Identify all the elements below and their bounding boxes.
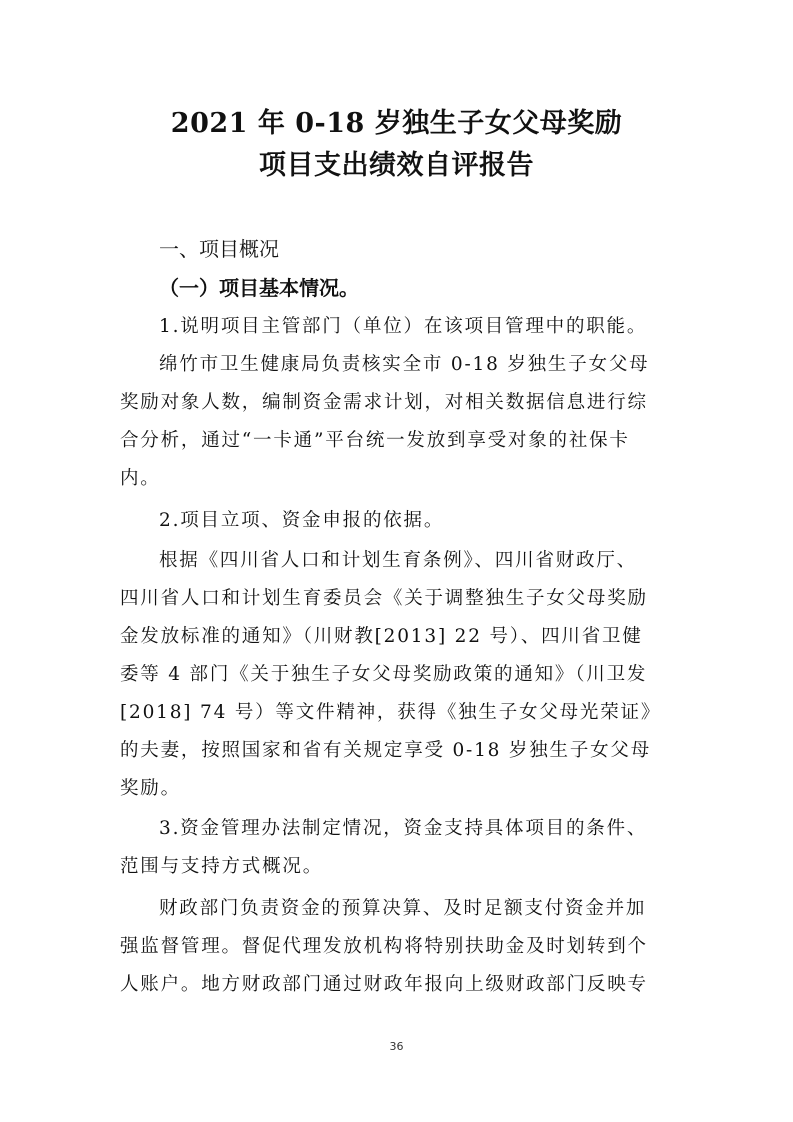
paragraph-line: 金发放标准的通知》（川财教[2013] 22 号）、四川省卫健 — [120, 626, 643, 647]
paragraph-line: 四川省人口和计划生育委员会《关于调整独生子女父母奖励 — [120, 588, 648, 609]
paragraph-line: 强监督管理。督促代理发放机构将特别扶助金及时划转到个 — [120, 936, 648, 957]
paragraph-line: 1.说明项目主管部门（单位）在该项目管理中的职能。 — [159, 316, 648, 337]
paragraph-line: 范围与支持方式概况。 — [120, 856, 324, 877]
paragraph-line: [2018] 74 号）等文件精神，获得《独生子女父母光荣证》 — [120, 702, 662, 723]
document-title-line-2: 项目支出绩效自评报告 — [259, 150, 534, 181]
paragraph-line: 的夫妻，按照国家和省有关规定享受 0-18 岁独生子女父母 — [120, 740, 652, 761]
paragraph-line: 财政部门负责资金的预算决算、及时足额支付资金并加 — [159, 898, 647, 919]
paragraph-line: 内。 — [120, 468, 161, 489]
section-heading-overview: 一、项目概况 — [159, 237, 279, 261]
document-title-line-1: 2021 年 0-18 岁独生子女父母奖励 — [170, 108, 623, 139]
paragraph-line: 委等 4 部门《关于独生子女父母奖励政策的通知》（川卫发 — [120, 664, 648, 685]
paragraph-line: 3.资金管理办法制定情况，资金支持具体项目的条件、 — [159, 818, 648, 839]
paragraph-line: 合分析，通过“一卡通”平台统一发放到享受对象的社保卡 — [120, 430, 630, 451]
paragraph-line: 2.项目立项、资金申报的依据。 — [159, 510, 445, 531]
paragraph-line: 根据《四川省人口和计划生育条例》、四川省财政厅、 — [159, 550, 637, 571]
paragraph-line: 奖励。 — [120, 778, 181, 799]
paragraph-line: 人账户。地方财政部门通过财政年报向上级财政部门反映专 — [120, 974, 648, 995]
page-number: 36 — [389, 1040, 404, 1053]
subsection-heading-basic-info: （一）项目基本情况。 — [159, 276, 359, 300]
paragraph-line: 奖励对象人数，编制资金需求计划，对相关数据信息进行综 — [120, 392, 648, 413]
paragraph-line: 绵竹市卫生健康局负责核实全市 0-18 岁独生子女父母 — [159, 354, 650, 375]
